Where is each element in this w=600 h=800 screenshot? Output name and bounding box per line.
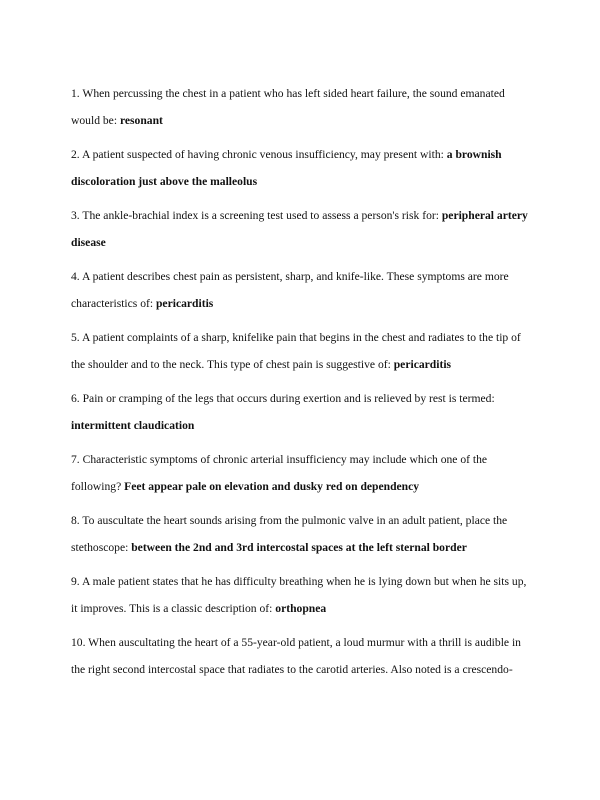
answer-text-5: pericarditis [393, 358, 452, 371]
question-text-9: 9. A male patient states that he has difficulty breathing when he is lying down but when he sits up, it improves. This is a classic description of: [71, 575, 527, 615]
question-text-7: 7. Characteristic symptoms of chronic arterial insufficiency may include which one of the following? [71, 453, 488, 493]
answer-text-9: orthopnea [275, 602, 327, 615]
answer-text-1: resonant [119, 114, 163, 127]
question-text-3: 3. The ankle-brachial index is a screening test used to assess a person's risk for: [71, 209, 442, 222]
question-item-9 [71, 568, 531, 622]
answer-text-6: intermittent claudication [71, 419, 195, 432]
answer-text-4: pericarditis [155, 297, 214, 310]
question-item-6 [71, 385, 531, 439]
question-text-4: 4. A patient describes chest pain as persistent, sharp, and knife-like. These symptoms are more characteristics of: [71, 270, 509, 310]
answer-text-8: between the 2nd and 3rd intercostal spaces at the left sternal border [131, 541, 467, 554]
question-item-3 [71, 202, 531, 256]
question-text-1: 1. When percussing the chest in a patient who has left sided heart failure, the sound emanated would be: [71, 87, 505, 127]
question-item-1 [71, 80, 531, 134]
question-item-10 [71, 629, 531, 683]
answer-text-2: a brownish discoloration just above the malleolus [71, 148, 502, 188]
question-text-8: 8. To auscultate the heart sounds arising from the pulmonic valve in an adult patient, place the stethoscope: [71, 514, 508, 554]
answer-text-3: peripheral artery disease [71, 209, 528, 249]
question-text-10: 10. When auscultating the heart of a 55-year-old patient, a loud murmur with a thrill is audible in the right second intercostal space that radiates to the carotid arteries. Also noted is a crescendo- [71, 636, 521, 676]
question-item-2 [71, 141, 531, 195]
question-text-5: 5. A patient complaints of a sharp, knifelike pain that begins in the chest and radiates to the tip of the shoulder and to the neck. This type of chest pain is suggestive of: [71, 331, 521, 371]
question-list [71, 80, 531, 690]
question-text-2: 2. A patient suspected of having chronic venous insufficiency, may present with: [71, 148, 447, 161]
question-item-5 [71, 324, 531, 378]
answer-text-7: Feet appear pale on elevation and dusky red on dependency [124, 480, 420, 493]
question-item-7 [71, 446, 531, 500]
question-item-4 [71, 263, 531, 317]
question-text-6: 6. Pain or cramping of the legs that occurs during exertion and is relieved by rest is termed: [71, 392, 495, 405]
question-item-8 [71, 507, 531, 561]
